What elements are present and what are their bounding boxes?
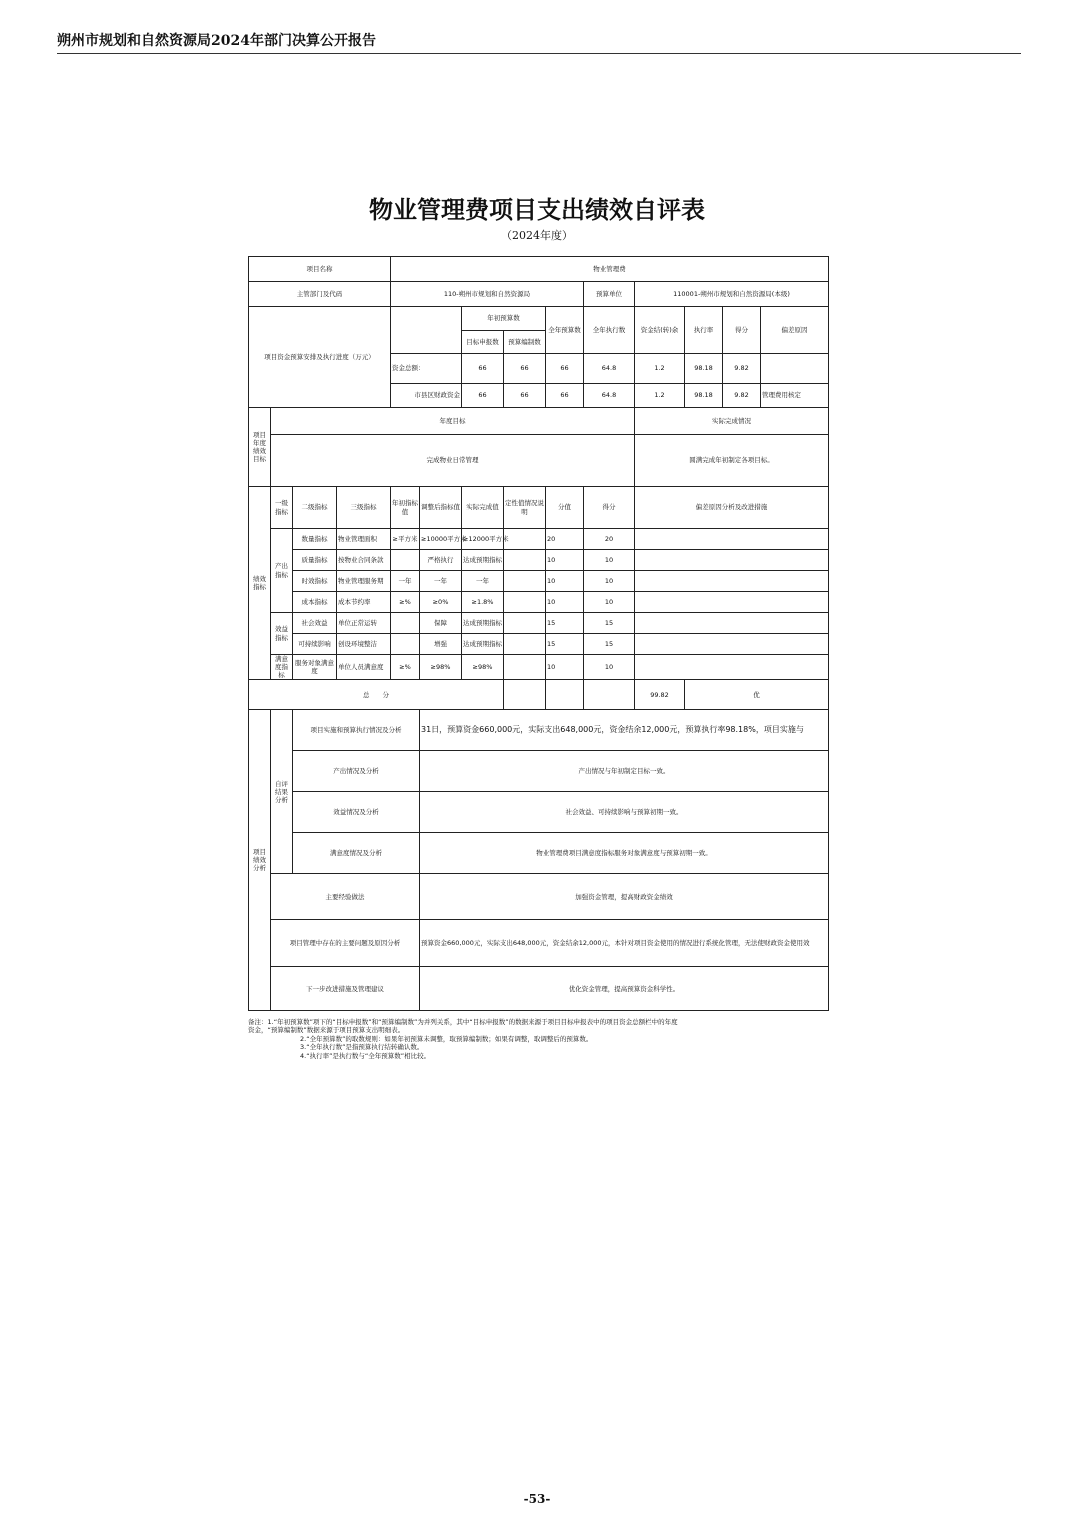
experience-row: 主要经验做法 加强资金管理，提高财政资金绩效 — [249, 874, 829, 920]
next-steps-row: 下一步改进措施及管理建议 优化资金管理，提高预算资金科学性。 — [249, 967, 829, 1011]
page-number: -53- — [523, 1492, 551, 1506]
indicator-row: 产出指标 数量指标 物业管理面积 ≥平方米 ≥10000平方米 ≥12000平方米 20 20 — [249, 529, 829, 550]
form-title: 物业管理费项目支出绩效自评表 — [369, 195, 705, 224]
analysis-row: 产出情况及分析 产出情况与年初制定目标一致。 — [249, 751, 829, 792]
analysis-section-label: 项目绩效分析 — [249, 710, 271, 1011]
actual-value: 圆满完成年初制定各项目标。 — [635, 435, 829, 487]
budget-row-total: 资金总额： 66 66 66 64.8 1.2 98.18 9.82 — [249, 354, 829, 384]
target-report-header: 目标申报数 — [462, 331, 504, 354]
analysis-row: 满意度情况及分析 物业管理费项目满意度指标服务对象满意度与预算初期一致。 — [249, 833, 829, 874]
total-grade: 优 — [685, 680, 829, 710]
form-year: （2024年度） — [501, 229, 573, 242]
full-year-budget-header: 全年预算数 — [546, 307, 584, 354]
goals-section-label: 项目年度绩效目标 — [249, 408, 271, 487]
balance-header: 资金结(转)余 — [635, 307, 685, 354]
self-evaluation-table — [248, 256, 829, 1011]
project-row — [249, 257, 829, 282]
budget-section-label: 项目资金预算安排及执行进度（万元） — [249, 307, 391, 408]
project-label: 项目名称 — [249, 257, 391, 282]
exec-rate-header: 执行率 — [685, 307, 723, 354]
total-score: 99.82 — [635, 680, 685, 710]
budget-unit-value: 110001-朔州市规划和自然资源局(本级) — [635, 282, 829, 307]
annual-goal-header: 年度目标 — [271, 408, 635, 435]
indicator-row: 质量指标 按物业合同条款 严格执行 达成预期指标 10 10 — [249, 550, 829, 571]
dept-row — [249, 282, 829, 307]
project-value: 物业管理费 — [391, 257, 829, 282]
total-row — [249, 680, 829, 710]
header-rule — [57, 53, 1021, 54]
total-label: 总 分 — [249, 680, 504, 710]
budget-unit-label: 预算单位 — [584, 282, 635, 307]
group-effect: 效益指标 — [271, 613, 293, 655]
note-line: 资金，“预算编制数”数据来源于项目预算支出明细表。 — [248, 1026, 405, 1035]
notes — [248, 1018, 833, 1060]
actual-header: 实际完成情况 — [635, 408, 829, 435]
indicator-row: 效益指标 社会效益 单位正常运转 保障 达成预期指标 15 15 — [249, 613, 829, 634]
analysis-row: 效益情况及分析 社会效益、可持续影响与预算初期一致。 — [249, 792, 829, 833]
annual-goal-value: 完成物业日常管理 — [271, 435, 635, 487]
dept-label: 主管部门及代码 — [249, 282, 391, 307]
document-header: 朔州市规划和自然资源局2024年部门决算公开报告 — [57, 33, 376, 49]
note-line: 3.“全年执行数”是指预算执行结转确认数。 — [300, 1043, 424, 1052]
group-satisfaction: 满意度指标 — [271, 655, 293, 680]
analysis-row: 项目绩效分析 自评结果分析 项目实施和预算执行情况及分析 31日，预算资金660,000元，实际支出648,000元，资金结余12,000元，预算执行率98.18%，项目实施与 — [249, 710, 829, 751]
note-line: 2.“全年预算数”的取数规则：如果年初预算未调整，取预算编制数；如果有调整，取调整后的预算数。 — [300, 1034, 593, 1043]
indicator-row: 可持续影响 创设环境整洁 增强 达成预期指标 15 15 — [249, 634, 829, 655]
goals-row — [249, 435, 829, 487]
indicators-section-label: 绩效指标 — [249, 487, 271, 680]
self-eval-label: 自评结果分析 — [271, 710, 293, 874]
full-year-exec-header: 全年执行数 — [584, 307, 635, 354]
annual-initial-header: 年初预算数 — [462, 307, 546, 331]
group-output: 产出指标 — [271, 529, 293, 613]
indicators-header-row: 绩效指标 一级指标 二级指标 三级指标 年初指标值 调整后指标值 实际完成值 定性值情况说明 分值 得分 偏差原因分析及改进措施 — [249, 487, 829, 529]
budget-row-local: 市县区财政资金 66 66 66 64.8 1.2 98.18 9.82 管理费用核定 — [249, 384, 829, 408]
indicator-row: 成本指标 成本节约率 ≥% ≥0% ≥1.8% 10 10 — [249, 592, 829, 613]
score-header: 得分 — [723, 307, 761, 354]
deviation-header: 偏差原因 — [761, 307, 829, 354]
dept-value: 110-朔州市规划和自然资源局 — [391, 282, 584, 307]
goals-header-row — [249, 408, 829, 435]
note-line: 4.“执行率”是执行数与“全年预算数”相比较。 — [300, 1051, 431, 1060]
problems-row: 项目管理中存在的主要问题及原因分析 预算资金660,000元，实际支出648,000元，资金结余12,000元，本针对项目资金使用的情况进行系统化管理，无法使财政资金使用效 — [249, 920, 829, 967]
indicator-row: 时效指标 物业管理服务期 一年 一年 一年 10 10 — [249, 571, 829, 592]
note-line: 备注：1.“年初预算数”项下的“目标申报数”和“预算编制数”为并列关系，其中“目标申报数”的数据来源于项目目标申报表中的项目资金总额栏中的年度 — [248, 1018, 678, 1026]
indicator-row: 满意度指标 服务对象满意度 单位人员满意度 ≥% ≥98% ≥98% 10 10 — [249, 655, 829, 680]
budget-header-row — [249, 307, 829, 331]
budget-compiled-header: 预算编制数 — [504, 331, 546, 354]
